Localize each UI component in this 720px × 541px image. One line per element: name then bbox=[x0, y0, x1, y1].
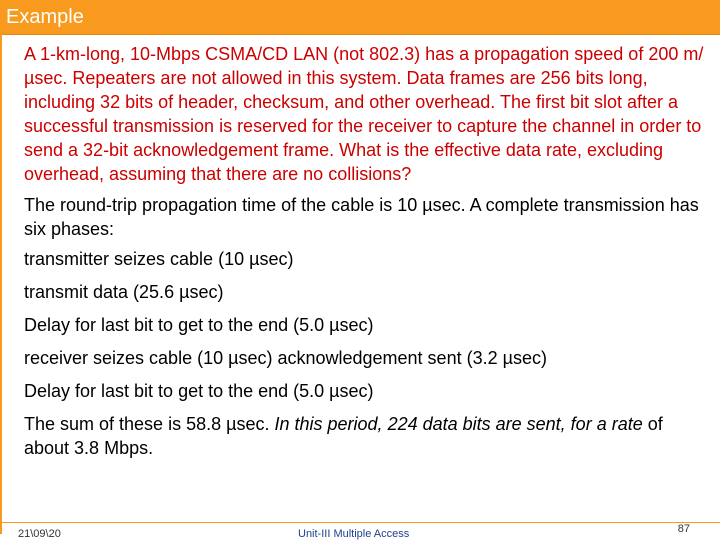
slide-footer bbox=[0, 522, 720, 541]
slide-title: Example bbox=[6, 6, 84, 28]
conclusion-part2: of about 3.8 Mbps. bbox=[24, 414, 663, 458]
phase-item: Delay for last bit to get to the end (5.0 µsec) bbox=[24, 381, 374, 401]
footer-page-number: 87 bbox=[677, 523, 690, 535]
phase-item: receiver seizes cable (10 µsec) acknowledgement sent (3.2 µsec) bbox=[24, 348, 547, 368]
conclusion-part1: The sum of these is 58.8 µsec. bbox=[24, 414, 275, 434]
title-bar bbox=[0, 0, 720, 35]
question-text: A 1-km-long, 10-Mbps CSMA/CD LAN (not 802.3) has a propagation speed of 200 m/µsec. Repeaters are not allowed in this system. Data frames are 256 bits long, including 32 bits of header, checksum, and other overhead. The first bit slot after a successful transmission is reserved for the receiver to capture the channel in order to send a 32-bit acknowledgement frame. What is the effective data rate, excluding overhead, assuming that there are no collisions? bbox=[24, 44, 704, 184]
left-accent-rule bbox=[0, 34, 2, 534]
phase-item: transmitter seizes cable (10 µsec) bbox=[24, 249, 294, 269]
footer-date: 21\09\20 bbox=[18, 528, 61, 540]
phase-item: transmit data (25.6 µsec) bbox=[24, 282, 224, 302]
conclusion-text bbox=[24, 412, 704, 460]
slide-content bbox=[24, 42, 704, 465]
conclusion-italic: In this period, 224 data bits are sent, for a rate bbox=[274, 414, 643, 434]
phase-item: Delay for last bit to get to the end (5.0 µsec) bbox=[24, 315, 374, 335]
footer-unit-title: Unit-III Multiple Access bbox=[298, 528, 410, 540]
answer-intro: The round-trip propagation time of the cable is 10 µsec. A complete transmission has six phases: bbox=[24, 195, 699, 239]
